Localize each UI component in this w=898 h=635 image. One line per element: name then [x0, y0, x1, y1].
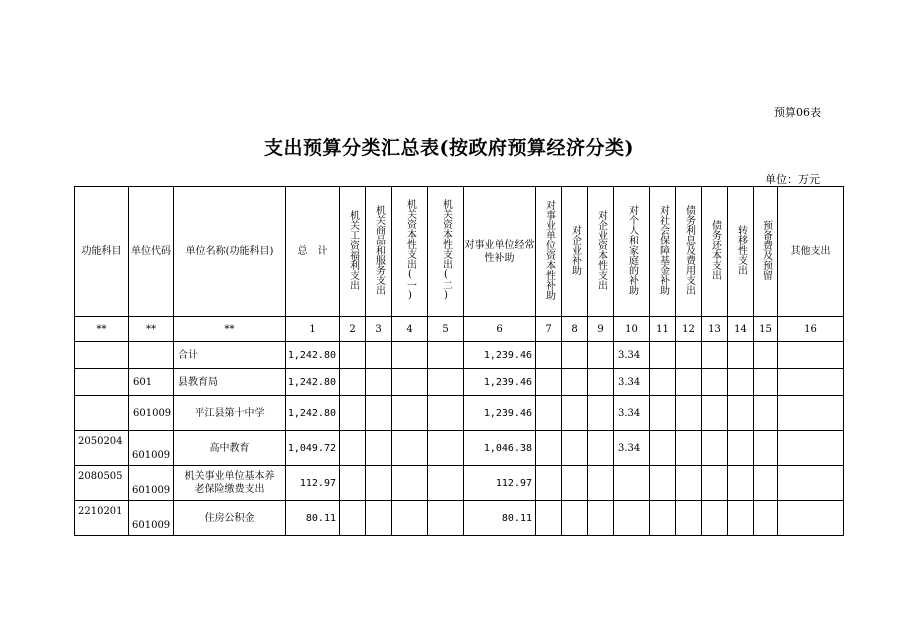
index-cell: 6 [464, 317, 536, 342]
unit-name-cell: 住房公积金 [174, 501, 286, 536]
total-cell: 80.11 [286, 501, 340, 536]
header-text: 转移性支出 [735, 224, 747, 275]
index-cell: ** [75, 317, 129, 342]
index-cell: ** [129, 317, 174, 342]
header-cell [614, 187, 650, 317]
unit-name-cell: 平江县第十中学 [174, 396, 286, 431]
table-row [75, 369, 844, 396]
col6-cell: 80.11 [464, 501, 536, 536]
header-cell: 对事业单位经常性补助 [464, 187, 536, 317]
header-text: 对企业资本性支出 [595, 209, 607, 290]
func-code-cell [75, 369, 129, 396]
unit-code-cell: 601009 [129, 501, 174, 536]
index-cell: 9 [588, 317, 614, 342]
total-cell: 1,049.72 [286, 431, 340, 466]
unit-label: 单位：万元 [765, 173, 820, 186]
index-cell: 7 [536, 317, 562, 342]
header-cell: 单位名称(功能科目) [174, 187, 286, 317]
unit-name-cell: 合计 [174, 342, 286, 369]
index-cell: 1 [286, 317, 340, 342]
index-cell: 2 [340, 317, 366, 342]
col6-cell: 1,239.46 [464, 342, 536, 369]
unit-code-cell: 601009 [129, 466, 174, 501]
unit-name-cell: 机关事业单位基本养老保险缴费支出 [174, 466, 286, 501]
index-cell: 8 [562, 317, 588, 342]
table-row [75, 466, 844, 501]
header-text: 机关工资福利支出 [347, 209, 359, 290]
unit-code-cell: 601009 [129, 396, 174, 431]
col10-cell: 3.34 [614, 342, 650, 369]
header-text: 机关资本性支出(二) [440, 198, 452, 301]
index-cell: 12 [676, 317, 702, 342]
col6-cell: 1,239.46 [464, 369, 536, 396]
header-text: 对个人和家庭的补助 [626, 204, 638, 295]
index-cell: 13 [702, 317, 728, 342]
unit-name-cell: 高中教育 [174, 431, 286, 466]
header-text: 机关商品和服务支出 [373, 204, 385, 295]
header-text: 对事业单位资本性补助 [543, 199, 555, 300]
budget-table [74, 186, 844, 536]
col10-cell [614, 466, 650, 501]
col10-cell [614, 501, 650, 536]
header-cell [428, 187, 464, 317]
col10-cell: 3.34 [614, 369, 650, 396]
index-cell: 3 [366, 317, 392, 342]
header-cell [754, 187, 778, 317]
header-cell [536, 187, 562, 317]
header-cell: 总 计 [286, 187, 340, 317]
page-title: 支出预算分类汇总表(按政府预算经济分类) [264, 137, 634, 159]
header-cell: 功能科目 [75, 187, 129, 317]
func-code-cell [75, 396, 129, 431]
header-text: 对社会保障基金补助 [657, 204, 669, 295]
table-row [75, 342, 844, 369]
index-cell: 10 [614, 317, 650, 342]
col6-cell: 112.97 [464, 466, 536, 501]
index-cell: ** [174, 317, 286, 342]
header-text: 对企业补助 [569, 224, 581, 275]
index-cell: 16 [778, 317, 844, 342]
total-cell: 1,242.80 [286, 342, 340, 369]
header-cell [562, 187, 588, 317]
index-row [75, 317, 844, 342]
header-cell: 单位代码 [129, 187, 174, 317]
total-cell: 1,242.80 [286, 396, 340, 431]
header-cell [340, 187, 366, 317]
header-cell: 其他支出 [778, 187, 844, 317]
table-row [75, 396, 844, 431]
func-code-cell: 2050204 [75, 431, 129, 466]
form-tag: 预算06表 [774, 106, 821, 119]
total-cell: 112.97 [286, 466, 340, 501]
header-text: 预备费及预留 [760, 219, 772, 280]
func-code-cell: 2080505 [75, 466, 129, 501]
table-row [75, 501, 844, 536]
header-cell [588, 187, 614, 317]
header-cell [702, 187, 728, 317]
index-cell: 11 [650, 317, 676, 342]
index-cell: 14 [728, 317, 754, 342]
unit-code-cell [129, 342, 174, 369]
index-cell: 15 [754, 317, 778, 342]
header-cell [366, 187, 392, 317]
header-cell [728, 187, 754, 317]
header-cell [650, 187, 676, 317]
table-row [75, 431, 844, 466]
header-cell [676, 187, 702, 317]
header-text: 债务利息及费用支出 [683, 204, 695, 295]
unit-name-cell: 县教育局 [174, 369, 286, 396]
header-row [75, 187, 844, 317]
func-code-cell [75, 342, 129, 369]
total-cell: 1,242.80 [286, 369, 340, 396]
col10-cell: 3.34 [614, 396, 650, 431]
col10-cell: 3.34 [614, 431, 650, 466]
index-cell: 5 [428, 317, 464, 342]
col6-cell: 1,046.38 [464, 431, 536, 466]
unit-code-cell: 601 [129, 369, 174, 396]
header-text: 债务还本支出 [709, 219, 721, 280]
col6-cell: 1,239.46 [464, 396, 536, 431]
unit-code-cell: 601009 [129, 431, 174, 466]
func-code-cell: 2210201 [75, 501, 129, 536]
index-cell: 4 [392, 317, 428, 342]
header-cell [392, 187, 428, 317]
header-text: 机关资本性支出(一) [404, 198, 416, 301]
